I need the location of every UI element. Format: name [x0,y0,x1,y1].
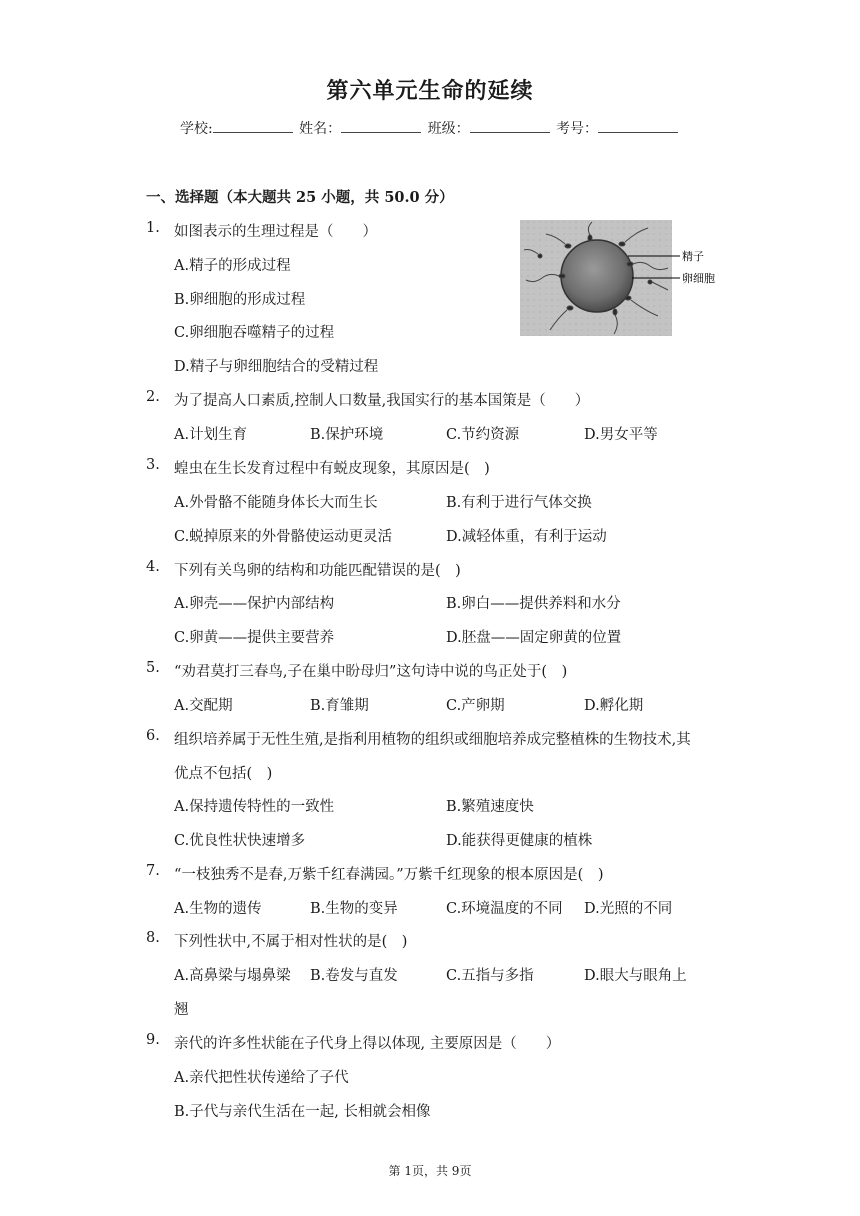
option-d[interactable]: D.眼大与眼角上 [584,968,687,984]
option-d-wrap: 翘 [174,1002,189,1018]
option-c[interactable]: C.卵黄——提供主要营养 [174,630,335,646]
option-b[interactable]: B.育雏期 [310,698,369,714]
exam-number-label: 考号： [556,121,599,137]
option-b[interactable]: B.子代与亲代生活在一起, 长相就会相像 [174,1104,431,1120]
question-stem: “劝君莫打三春鸟,子在巢中盼母归”这句诗中说的鸟正处于( ) [174,664,568,680]
option-d[interactable]: D.光照的不同 [584,901,673,917]
school-label: 学校: [179,121,213,137]
fertilization-figure [520,220,730,336]
option-a[interactable]: A.保持遗传特性的一致性 [174,799,335,815]
option-c[interactable]: C.五指与多指 [446,968,534,984]
question-stem-continued: 优点不包括( ) [174,766,273,782]
page-title: 第六单元生命的延续 [326,78,534,104]
option-b[interactable]: B.生物的变异 [310,901,398,917]
question-number: 8. [146,930,160,946]
option-c[interactable]: C.卵细胞吞噬精子的过程 [174,325,335,341]
question-stem: 亲代的许多性状能在子代身上得以体现, 主要原因是（ ） [174,1036,561,1052]
question-number: 2. [146,389,160,405]
question-number: 6. [146,728,160,744]
option-a[interactable]: A.亲代把性状传递给了子代 [174,1070,349,1086]
option-d[interactable]: D.孵化期 [584,698,644,714]
question-stem: 组织培养属于无性生殖,是指利用植物的组织或细胞培养成完整植株的生物技术,其 [174,732,691,748]
question-stem: 为了提高人口素质,控制人口数量,我国实行的基本国策是（ ） [174,393,590,409]
option-d[interactable]: D.男女平等 [584,427,658,443]
option-d[interactable]: D.能获得更健康的植株 [446,833,593,849]
option-a[interactable]: A.精子的形成过程 [174,258,291,274]
option-a[interactable]: A.外骨骼不能随身体长大而生长 [174,495,378,511]
name-label: 姓名： [299,121,342,137]
section-heading: 一、选择题（本大题共 25 小题，共 50.0 分） [146,189,454,206]
egg-label: 卵细胞 [682,273,715,285]
option-a[interactable]: A.交配期 [174,698,233,714]
option-c[interactable]: C.环境温度的不同 [446,901,563,917]
question-stem: 下列有关鸟卵的结构和功能匹配错误的是( ) [174,563,461,579]
class-label: 班级： [427,121,470,137]
option-c[interactable]: C.优良性状快速增多 [174,833,306,849]
option-c[interactable]: C.产卵期 [446,698,505,714]
student-info-line [0,118,860,138]
option-a[interactable]: A.计划生育 [174,427,248,443]
question-number: 3. [146,457,160,473]
option-c[interactable]: C.节约资源 [446,427,520,443]
question-number: 9. [146,1032,160,1048]
option-c[interactable]: C.蜕掉原来的外骨骼使运动更灵活 [174,529,393,545]
question-number: 5. [146,660,160,676]
option-b[interactable]: B.繁殖速度快 [446,799,534,815]
exam-number-blank[interactable] [598,118,678,133]
question-stem: 下列性状中,不属于相对性状的是( ) [174,934,408,950]
option-b[interactable]: B.卵白——提供养料和水分 [446,596,621,612]
option-b[interactable]: B.有利于进行气体交换 [446,495,592,511]
class-blank[interactable] [470,118,550,133]
option-d[interactable]: D.减轻体重，有利于运动 [446,529,607,545]
option-d[interactable]: D.胚盘——固定卵黄的位置 [446,630,622,646]
option-b[interactable]: B.卵细胞的形成过程 [174,292,306,308]
page-footer: 第 1页，共 9页 [388,1164,472,1178]
option-d[interactable]: D.精子与卵细胞结合的受精过程 [174,359,379,375]
sperm-label: 精子 [682,251,704,263]
question-number: 4. [146,559,160,575]
name-blank[interactable] [341,118,421,133]
option-b[interactable]: B.保护环境 [310,427,384,443]
question-number: 7. [146,863,160,879]
option-a[interactable]: A.卵壳——保护内部结构 [174,596,335,612]
school-blank[interactable] [213,118,293,133]
question-number: 1. [146,220,160,236]
question-stem: “一枝独秀不是春,万紫千红春满园。”万紫千红现象的根本原因是( ) [174,867,604,883]
question-stem: 蝗虫在生长发育过程中有蜕皮现象，其原因是( ) [174,461,490,477]
egg-cell-shape [561,240,633,312]
option-a[interactable]: A.高鼻梁与塌鼻梁 [174,968,291,984]
question-stem: 如图表示的生理过程是（ ） [174,224,377,240]
option-b[interactable]: B.卷发与直发 [310,968,398,984]
option-a[interactable]: A.生物的遗传 [174,901,262,917]
